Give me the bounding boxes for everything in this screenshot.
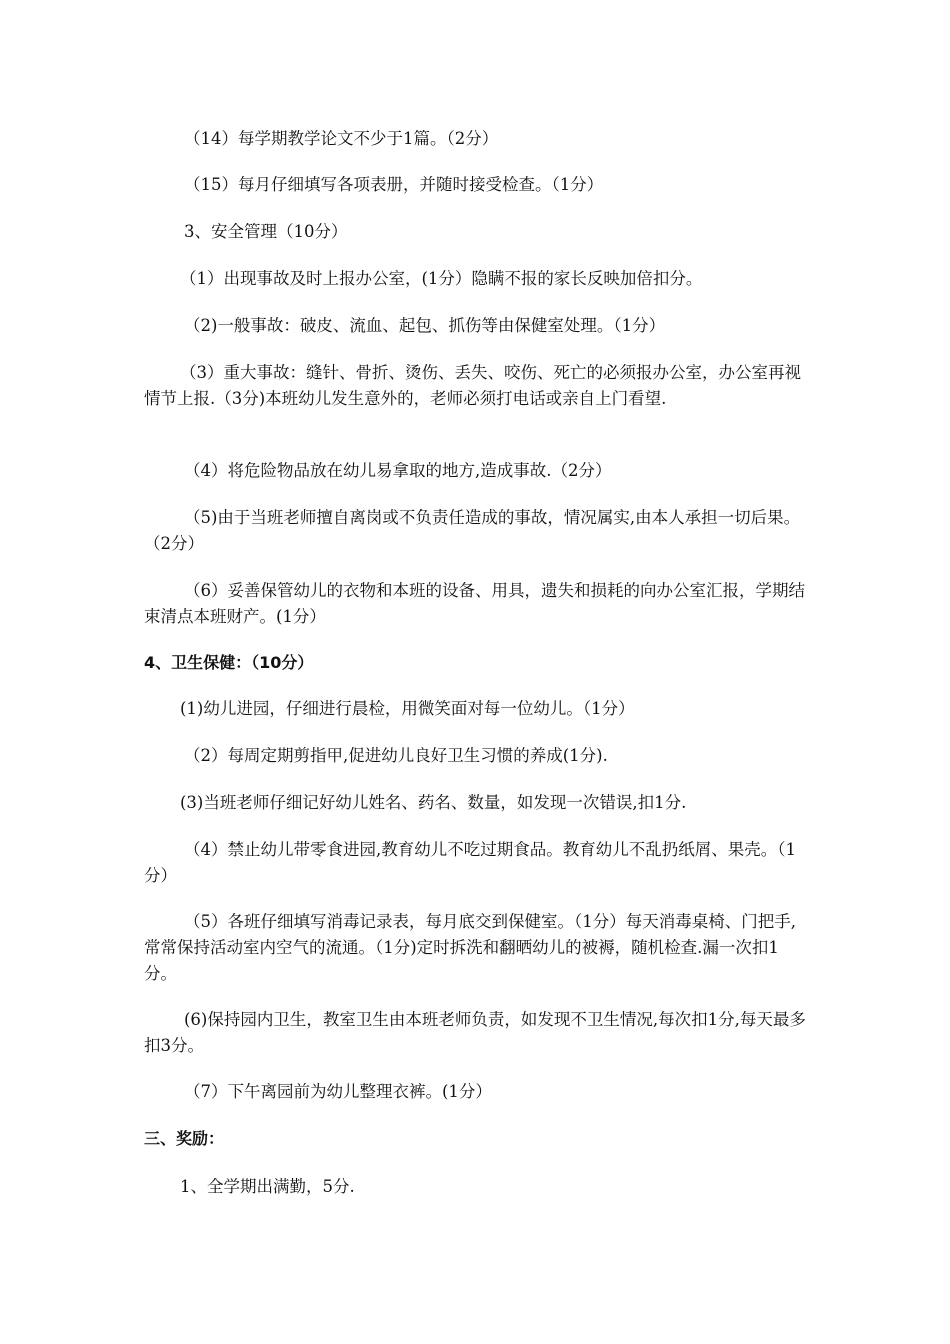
section-heading-safety: 3、安全管理（10分） <box>184 222 348 241</box>
section-heading-reward: 三、奖励： <box>144 1129 225 1148</box>
paragraph-hygiene-4: （4）禁止幼儿带零食进园,教育幼儿不吃过期食品。教育幼儿不乱扔纸屑、果壳。（1分） <box>144 840 796 885</box>
paragraph-hygiene-6: (6)保持园内卫生，教室卫生由本班老师负责，如发现不卫生情况,每次扣1分,每天最多扣3分。 <box>144 1010 806 1055</box>
paragraph-reward-1: 1、全学期出满勤，5分. <box>180 1177 355 1196</box>
paragraph-hygiene-1: (1)幼儿进园，仔细进行晨检，用微笑面对每一位幼儿。（1分） <box>180 699 635 718</box>
paragraph-safety-4: （4）将危险物品放在幼儿易拿取的地方,造成事故.（2分） <box>184 461 612 480</box>
paragraph-item-15: （15）每月仔细填写各项表册，并随时接受检查。（1分） <box>184 175 604 194</box>
paragraph-safety-3: （3）重大事故：缝针、骨折、烫伤、丢失、咬伤、死亡的必须报办公室，办公室再视情节上报.（3分)本班幼儿发生意外的，老师必须打电话或亲自上门看望. <box>144 363 801 408</box>
paragraph-hygiene-7: （7）下午离园前为幼儿整理衣裤。(1分） <box>184 1082 492 1101</box>
paragraph-hygiene-5: （5）各班仔细填写消毒记录表，每月底交到保健室。（1分）每天消毒桌椅、门把手,常常保持活动室内空气的流通。（1分)定时拆洗和翻晒幼儿的被褥，随机检查.漏一次扣1分。 <box>144 912 796 983</box>
paragraph-safety-2: （2)一般事故：破皮、流血、起包、抓伤等由保健室处理。（1分） <box>184 316 666 335</box>
paragraph-hygiene-3: (3)当班老师仔细记好幼儿姓名、药名、数量，如发现一次错误,扣1分. <box>180 793 687 812</box>
paragraph-hygiene-2: （2）每周定期剪指甲,促进幼儿良好卫生习惯的养成(1分). <box>184 746 608 765</box>
section-heading-hygiene: 4、卫生保健：（10分） <box>144 653 314 672</box>
paragraph-item-14: （14）每学期教学论文不少于1篇。（2分） <box>184 129 499 148</box>
paragraph-safety-5: （5)由于当班老师擅自离岗或不负责任造成的事故，情况属实,由本人承担一切后果。（2分） <box>144 508 801 553</box>
paragraph-safety-6: （6）妥善保管幼儿的衣物和本班的设备、用具，遗失和损耗的向办公室汇报，学期结束清点本班财产。(1分） <box>144 581 805 626</box>
paragraph-safety-1: （1）出现事故及时上报办公室，(1分）隐瞒不报的家长反映加倍扣分。 <box>180 269 703 288</box>
